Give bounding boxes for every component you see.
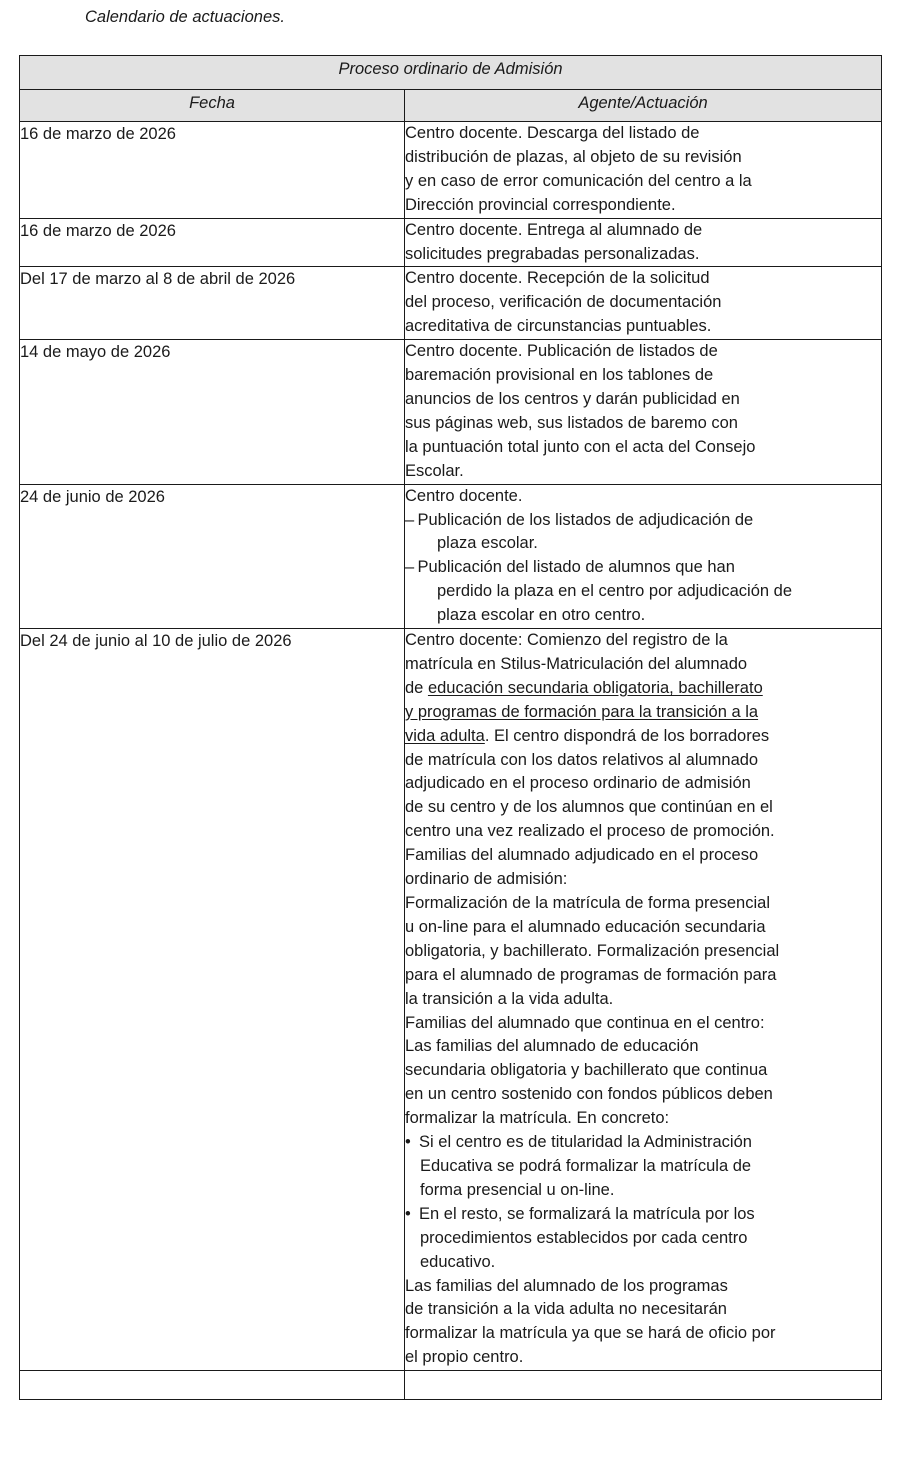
table-title-cell: Proceso ordinario de Admisión [20,56,882,90]
cell-fecha: 16 de marzo de 2026 [20,218,405,267]
text-line: de matrícula con los datos relativos al alumnado [405,750,759,769]
text-line: baremación provisional en los tablones de [405,366,714,385]
table-row [20,218,882,267]
text-line: Centro docente: Comienzo del registro de la [405,631,728,650]
text-line: Publicación del listado de alumnos que han [417,558,735,577]
cell-agente-empty [405,1371,882,1400]
text-line: Dirección provincial correspondiente. [405,195,676,214]
column-header-agente-actuacion: Agente/Actuación [405,90,882,122]
dot-bullet: • [405,1133,420,1152]
text-line: la transición a la vida adulta. [405,989,614,1008]
column-header-fecha: Fecha [20,90,405,122]
text-line: Centro docente. [405,486,523,505]
cell-agente-actuacion [405,629,882,1371]
text-line: Las familias del alumnado de educación [405,1037,699,1056]
text-line: centro una vez realizado el proceso de promoción. [405,822,775,841]
text-line: sus páginas web, sus listados de baremo con [405,413,738,432]
calendario-de-actuaciones-table [19,55,882,1400]
text-line: la puntuación total junto con el acta del Consejo [405,437,756,456]
bullet-list-item [405,1131,881,1203]
text-line: solicitudes pregrabadas personalizadas. [405,244,700,263]
text-line-underlined-start [405,677,881,701]
text-line: forma presencial u on-line. [420,1180,615,1199]
text-line: distribución de plazas, al objeto de su revisión [405,147,742,166]
text-line: el propio centro. [405,1348,524,1367]
text-line: Familias del alumnado adjudicado en el proceso [405,846,759,865]
table-row [20,484,882,628]
text-line: de su centro y de los alumnos que continúan en el [405,798,773,817]
text-line: formalizar la matrícula. En concreto: [405,1109,670,1128]
cell-fecha: Del 17 de marzo al 8 de abril de 2026 [20,267,405,340]
table-body [20,122,882,1400]
text-line: plaza escolar en otro centro. [437,606,646,625]
text-line: del proceso, verificación de documentación [405,293,722,312]
trailing-text: . El centro dispondrá de los borradores [484,726,770,745]
lead-text: de [405,678,428,697]
text-line: Centro docente. Recepción de la solicitud [405,269,710,288]
text-line: secundaria obligatoria y bachillerato que continua [405,1061,768,1080]
text-line: para el alumnado de programas de formación para [405,965,777,984]
cell-fecha-empty [20,1371,405,1400]
text-line: y en caso de error comunicación del centro a la [405,171,752,190]
text-line: de transición a la vida adulta no necesitarán [405,1300,727,1319]
bullet-list-item [405,1203,881,1275]
cell-agente-actuacion [405,484,882,628]
cell-agente-actuacion [405,122,882,219]
underlined-text: educación secundaria obligatoria, bachillerato [427,678,763,697]
text-line-underlined-end [405,725,881,749]
text-line: u on-line para el alumnado educación secundaria [405,917,766,936]
cell-fecha: 16 de marzo de 2026 [20,122,405,219]
cell-agente-actuacion [405,340,882,484]
table-row [20,340,882,484]
table-title-row [20,56,882,90]
text-line: anuncios de los centros y darán publicidad en [405,389,740,408]
table-row [20,629,882,1371]
table-row-partial [20,1371,882,1400]
cell-agente-actuacion [405,267,882,340]
text-line: procedimientos establecidos por cada centro [420,1228,748,1247]
text-line: Si el centro es de titularidad la Administración [419,1133,752,1152]
dot-bullet: • [405,1204,420,1223]
text-line: En el resto, se formalizará la matrícula por los [419,1204,755,1223]
text-line: educativo. [420,1252,496,1271]
text-line: matrícula en Stilus-Matriculación del alumnado [405,654,748,673]
dash-list-item [405,556,881,628]
text-line: Centro docente. Descarga del listado de [405,124,700,142]
table-row [20,267,882,340]
bullet-first-line [405,1131,881,1155]
text-line: Las familias del alumnado de los programas [405,1276,728,1295]
text-line: Educativa se podrá formalizar la matrícula de [420,1156,752,1175]
text-line: obligatoria, y bachillerato. Formalización presencial [405,941,780,960]
dash-bullet: – [405,510,418,529]
text-line: Familias del alumnado que continua en el centro: [405,1013,765,1032]
text-line: acreditativa de circunstancias puntuables. [405,317,712,336]
text-line: perdido la plaza en el centro por adjudicación de [437,582,792,601]
text-line: en un centro sostenido con fondos públicos deben [405,1085,773,1104]
cell-fecha: 14 de mayo de 2026 [20,340,405,484]
text-line: Publicación de los listados de adjudicación de [417,510,754,529]
cell-fecha: 24 de junio de 2026 [20,484,405,628]
underlined-text: vida adulta [405,726,485,745]
text-line: formalizar la matrícula ya que se hará de oficio por [405,1324,776,1343]
text-line: ordinario de admisión: [405,870,568,889]
text-line: plaza escolar. [437,534,538,553]
text-line: Centro docente. Entrega al alumnado de [405,220,703,239]
table-column-header-row [20,90,882,122]
text-line: Escolar. [405,461,464,480]
text-line: adjudicado en el proceso ordinario de admisión [405,774,751,793]
bullet-first-line [405,1203,881,1227]
cell-fecha: Del 24 de junio al 10 de julio de 2026 [20,629,405,1371]
table-row [20,122,882,219]
table-header [20,56,882,122]
text-line: Centro docente. Publicación de listados de [405,342,718,361]
text-line: Formalización de la matrícula de forma presencial [405,894,770,912]
table-caption: Calendario de actuaciones. [85,8,285,26]
dash-bullet: – [405,558,418,577]
text-line-underlined [405,701,881,725]
dash-list-item [405,509,881,557]
underlined-text: y programas de formación para la transición a la [405,702,759,721]
cell-agente-actuacion [405,218,882,267]
